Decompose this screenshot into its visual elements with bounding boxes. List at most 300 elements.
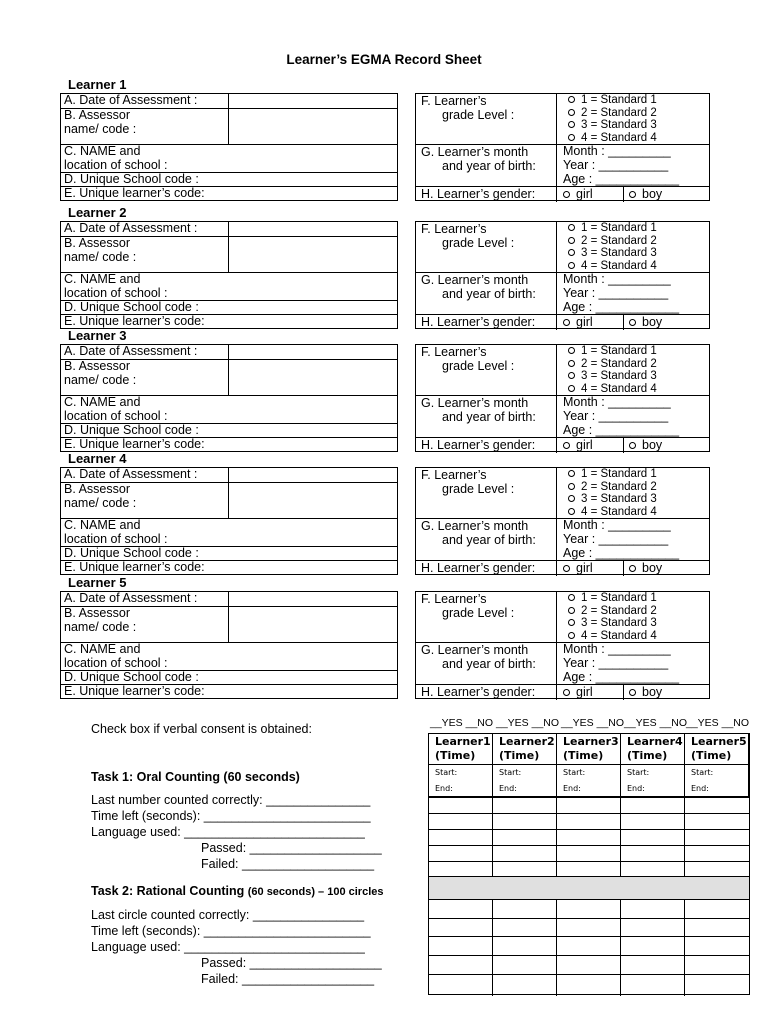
assessor-field[interactable] bbox=[229, 607, 397, 642]
grid-start-end-cell[interactable] bbox=[493, 764, 557, 797]
school-location-label: location of school : bbox=[64, 408, 168, 423]
grid-col-line bbox=[684, 797, 685, 876]
radio-icon bbox=[563, 191, 570, 198]
grid-row-line bbox=[429, 974, 749, 975]
grade-level-label: F. Learner’s bbox=[421, 222, 487, 236]
gender-label: H. Learner’s gender: bbox=[421, 187, 536, 201]
date-of-assessment-label: A. Date of Assessment : bbox=[64, 344, 198, 358]
gender-row bbox=[416, 187, 709, 202]
birth-year-field[interactable]: Year : __________ bbox=[563, 157, 669, 172]
grid-header-time: (Time) bbox=[627, 748, 668, 762]
grid-start-end-cell[interactable] bbox=[685, 764, 749, 797]
grid-end-label: End: bbox=[691, 784, 709, 793]
age-field[interactable]: Age : ____________ bbox=[563, 422, 680, 437]
radio-icon bbox=[568, 632, 575, 639]
task2-language-field[interactable]: Language used: __________________________ bbox=[91, 940, 365, 954]
grid-header-time: (Time) bbox=[563, 748, 604, 762]
assessor-label: B. Assessor bbox=[64, 359, 130, 373]
consent-checkbox-learner3[interactable]: __YES __NO bbox=[561, 717, 625, 729]
task1-failed-field[interactable]: Failed: ___________________ bbox=[201, 857, 375, 871]
grade-option-3[interactable] bbox=[568, 247, 657, 259]
birth-label: G. Learner’s month bbox=[421, 643, 529, 657]
radio-icon bbox=[568, 360, 575, 367]
grade-level-row bbox=[416, 468, 709, 519]
date-of-assessment-field[interactable] bbox=[229, 94, 397, 108]
grade-level-row bbox=[416, 94, 709, 145]
learner-title: Learner 3 bbox=[68, 328, 127, 343]
gender-girl-label: girl bbox=[576, 561, 593, 575]
gender-boy-label: boy bbox=[642, 187, 663, 201]
radio-icon bbox=[629, 565, 636, 572]
school-name-label: C. NAME and bbox=[64, 144, 141, 158]
school-code-row bbox=[61, 301, 397, 315]
task2-time-left-field[interactable]: Time left (seconds): ________________________ bbox=[91, 924, 371, 938]
birth-month-field[interactable]: Month : _________ bbox=[563, 144, 671, 158]
gender-label: H. Learner’s gender: bbox=[421, 561, 536, 575]
school-name-row bbox=[61, 273, 397, 301]
gender-boy-option[interactable] bbox=[629, 315, 662, 330]
radio-icon bbox=[629, 319, 636, 326]
radio-icon bbox=[563, 565, 570, 572]
radio-icon bbox=[568, 619, 575, 626]
task1-heading: Task 1: Oral Counting (60 seconds) bbox=[91, 770, 300, 784]
school-code-label: D. Unique School code : bbox=[64, 423, 199, 437]
grid-col-line bbox=[620, 797, 621, 876]
gender-boy-option[interactable] bbox=[629, 187, 662, 202]
grid-header-learner1 bbox=[429, 734, 493, 764]
grade-option-3[interactable] bbox=[568, 617, 657, 629]
school-name-row bbox=[61, 145, 397, 173]
grid-end-label: End: bbox=[435, 784, 453, 793]
assessor-label-2: name/ code : bbox=[64, 495, 137, 510]
birth-label-2: and year of birth: bbox=[442, 409, 536, 424]
grade-option-2[interactable] bbox=[568, 107, 657, 119]
date-of-assessment-row bbox=[61, 592, 397, 607]
date-of-assessment-field[interactable] bbox=[229, 345, 397, 359]
birth-year-field[interactable]: Year : __________ bbox=[563, 285, 669, 300]
radio-icon bbox=[629, 442, 636, 449]
learner-block bbox=[0, 575, 768, 711]
assessor-label-2: name/ code : bbox=[64, 372, 137, 387]
gender-boy-label: boy bbox=[642, 561, 663, 575]
learner-info-table-left bbox=[60, 344, 398, 452]
school-name-row bbox=[61, 519, 397, 547]
date-of-assessment-row bbox=[61, 345, 397, 360]
school-code-row bbox=[61, 173, 397, 187]
school-name-label: C. NAME and bbox=[64, 395, 141, 409]
grade-level-row bbox=[416, 222, 709, 273]
learner-title: Learner 5 bbox=[68, 575, 127, 590]
grade-option-1-label: 1 = Standard 1 bbox=[581, 468, 657, 480]
grid-row-line bbox=[429, 936, 749, 937]
grid-start-label: Start: bbox=[499, 768, 522, 777]
school-code-label: D. Unique School code : bbox=[64, 546, 199, 560]
grid-row-line bbox=[429, 918, 749, 919]
birth-year-field[interactable]: Year : __________ bbox=[563, 531, 669, 546]
learner-code-label: E. Unique learner’s code: bbox=[64, 314, 205, 328]
gender-girl-label: girl bbox=[576, 315, 593, 329]
radio-icon bbox=[568, 96, 575, 103]
grid-start-label: Start: bbox=[435, 768, 458, 777]
grid-col-line bbox=[684, 900, 685, 996]
assessor-label: B. Assessor bbox=[64, 606, 130, 620]
task2-heading bbox=[91, 884, 383, 898]
learner-info-table-left bbox=[60, 93, 398, 201]
school-location-label: location of school : bbox=[64, 655, 168, 670]
grid-row-line bbox=[429, 797, 749, 798]
date-of-assessment-field[interactable] bbox=[229, 222, 397, 236]
grade-option-3[interactable] bbox=[568, 119, 657, 131]
gender-girl-option[interactable] bbox=[563, 561, 593, 576]
radio-icon bbox=[568, 237, 575, 244]
radio-icon bbox=[568, 134, 575, 141]
grade-option-3-label: 3 = Standard 3 bbox=[581, 493, 657, 505]
assessor-label-2: name/ code : bbox=[64, 619, 137, 634]
learner-code-row bbox=[61, 685, 397, 700]
birth-label-2: and year of birth: bbox=[442, 656, 536, 671]
school-code-label: D. Unique School code : bbox=[64, 172, 199, 186]
grid-row-line bbox=[429, 861, 749, 862]
grade-level-row bbox=[416, 592, 709, 643]
grade-level-label: F. Learner’s bbox=[421, 94, 487, 108]
birth-row bbox=[416, 519, 709, 561]
grade-option-4-label: 4 = Standard 4 bbox=[581, 505, 657, 518]
school-code-row bbox=[61, 671, 397, 685]
learner-block bbox=[0, 328, 768, 464]
radio-icon bbox=[568, 594, 575, 601]
grid-header-name: Learner3 bbox=[563, 735, 619, 748]
learner-info-table-right bbox=[415, 467, 710, 575]
grid-end-label: End: bbox=[563, 784, 581, 793]
grade-option-1-label: 1 = Standard 1 bbox=[581, 345, 657, 357]
grid-start-end-cell[interactable] bbox=[557, 764, 621, 797]
assessor-row bbox=[61, 607, 397, 643]
date-of-assessment-row bbox=[61, 468, 397, 483]
assessor-field[interactable] bbox=[229, 483, 397, 518]
school-code-row bbox=[61, 547, 397, 561]
school-name-row bbox=[61, 643, 397, 671]
age-field[interactable]: Age : ____________ bbox=[563, 299, 680, 314]
gender-boy-label: boy bbox=[642, 685, 663, 699]
grade-option-4[interactable] bbox=[568, 260, 657, 272]
grade-option-1[interactable] bbox=[568, 345, 657, 357]
grid-row-line bbox=[429, 845, 749, 846]
consent-checkbox-learner5[interactable]: __YES __NO bbox=[686, 717, 750, 729]
grade-option-1[interactable] bbox=[568, 592, 657, 604]
assessor-field[interactable] bbox=[229, 237, 397, 272]
grade-option-1-label: 1 = Standard 1 bbox=[581, 592, 657, 604]
birth-month-field[interactable]: Month : _________ bbox=[563, 272, 671, 286]
gender-label: H. Learner’s gender: bbox=[421, 315, 536, 329]
grade-option-3-label: 3 = Standard 3 bbox=[581, 370, 657, 382]
school-location-label: location of school : bbox=[64, 285, 168, 300]
date-of-assessment-label: A. Date of Assessment : bbox=[64, 221, 198, 235]
grade-option-4[interactable] bbox=[568, 506, 657, 518]
radio-icon bbox=[568, 385, 575, 392]
grade-option-3[interactable] bbox=[568, 370, 657, 382]
school-name-label: C. NAME and bbox=[64, 272, 141, 286]
page-title: Learner’s EGMA Record Sheet bbox=[286, 52, 482, 67]
gender-row bbox=[416, 685, 709, 700]
birth-month-field[interactable]: Month : _________ bbox=[563, 395, 671, 409]
consent-checkbox-learner2[interactable]: __YES __NO bbox=[496, 717, 560, 729]
gender-label: H. Learner’s gender: bbox=[421, 438, 536, 452]
assessor-field[interactable] bbox=[229, 109, 397, 144]
radio-icon bbox=[568, 249, 575, 256]
grid-header-name: Learner4 bbox=[627, 735, 683, 748]
learner-code-label: E. Unique learner’s code: bbox=[64, 560, 205, 574]
time-grid bbox=[428, 733, 750, 995]
learner-code-row bbox=[61, 187, 397, 202]
grade-option-1-label: 1 = Standard 1 bbox=[581, 222, 657, 234]
radio-icon bbox=[629, 191, 636, 198]
grade-option-3-label: 3 = Standard 3 bbox=[581, 617, 657, 629]
birth-label: G. Learner’s month bbox=[421, 519, 529, 533]
grid-header-learner2 bbox=[493, 734, 557, 764]
grade-level-label-2: grade Level : bbox=[442, 235, 515, 250]
grade-option-2-label: 2 = Standard 2 bbox=[581, 604, 657, 617]
grade-level-label-2: grade Level : bbox=[442, 358, 515, 373]
grid-header-name: Learner1 bbox=[435, 735, 491, 748]
school-location-label: location of school : bbox=[64, 157, 168, 172]
learner-code-label: E. Unique learner’s code: bbox=[64, 186, 205, 200]
grade-option-1[interactable] bbox=[568, 468, 657, 480]
grade-option-4[interactable] bbox=[568, 630, 657, 642]
gender-boy-label: boy bbox=[642, 438, 663, 452]
task1-passed-field[interactable]: Passed: ___________________ bbox=[201, 841, 382, 855]
birth-month-field[interactable]: Month : _________ bbox=[563, 518, 671, 532]
radio-icon bbox=[568, 347, 575, 354]
school-name-label: C. NAME and bbox=[64, 518, 141, 532]
assessor-row bbox=[61, 483, 397, 519]
learner-info-table-left bbox=[60, 467, 398, 575]
grade-option-1-label: 1 = Standard 1 bbox=[581, 94, 657, 106]
grade-option-2[interactable] bbox=[568, 481, 657, 493]
consent-checkbox-learner1[interactable]: __YES __NO bbox=[430, 717, 494, 729]
grid-header-name: Learner2 bbox=[499, 735, 555, 748]
birth-month-field[interactable]: Month : _________ bbox=[563, 642, 671, 656]
grid-start-end-cell[interactable] bbox=[429, 764, 493, 797]
age-field[interactable]: Age : ____________ bbox=[563, 171, 680, 186]
grade-option-3-label: 3 = Standard 3 bbox=[581, 247, 657, 259]
grade-option-2-label: 2 = Standard 2 bbox=[581, 234, 657, 247]
grid-start-end-cell[interactable] bbox=[621, 764, 685, 797]
radio-icon bbox=[568, 224, 575, 231]
learner-title: Learner 2 bbox=[68, 205, 127, 220]
grid-col-line bbox=[556, 900, 557, 996]
assessor-label-2: name/ code : bbox=[64, 249, 137, 264]
date-of-assessment-row bbox=[61, 222, 397, 237]
birth-year-field[interactable]: Year : __________ bbox=[563, 408, 669, 423]
radio-icon bbox=[568, 508, 575, 515]
birth-label: G. Learner’s month bbox=[421, 145, 529, 159]
gender-boy-option[interactable] bbox=[629, 685, 662, 700]
birth-label-2: and year of birth: bbox=[442, 286, 536, 301]
learner-block bbox=[0, 451, 768, 587]
grid-header-name: Learner5 bbox=[691, 735, 747, 748]
grid-header-time: (Time) bbox=[691, 748, 732, 762]
birth-label: G. Learner’s month bbox=[421, 273, 529, 287]
grid-end-label: End: bbox=[499, 784, 517, 793]
gender-girl-option[interactable] bbox=[563, 685, 593, 700]
assessor-row bbox=[61, 109, 397, 145]
grade-level-label: F. Learner’s bbox=[421, 345, 487, 359]
radio-icon bbox=[568, 495, 575, 502]
consent-instruction: Check box if verbal consent is obtained: bbox=[91, 722, 312, 736]
assessor-label-2: name/ code : bbox=[64, 121, 137, 136]
learner-info-table-left bbox=[60, 221, 398, 329]
grid-start-label: Start: bbox=[563, 768, 586, 777]
grid-start-label: Start: bbox=[627, 768, 650, 777]
gender-girl-label: girl bbox=[576, 438, 593, 452]
grid-col-line bbox=[492, 797, 493, 876]
assessor-field[interactable] bbox=[229, 360, 397, 395]
grade-option-2-label: 2 = Standard 2 bbox=[581, 480, 657, 493]
task2-passed-field[interactable]: Passed: ___________________ bbox=[201, 956, 382, 970]
learner-block bbox=[0, 205, 768, 341]
gender-girl-label: girl bbox=[576, 685, 593, 699]
radio-icon bbox=[563, 442, 570, 449]
grade-option-2-label: 2 = Standard 2 bbox=[581, 106, 657, 119]
assessor-label: B. Assessor bbox=[64, 236, 130, 250]
grade-option-2[interactable] bbox=[568, 358, 657, 370]
learner-block bbox=[0, 77, 768, 213]
grade-option-2[interactable] bbox=[568, 235, 657, 247]
radio-icon bbox=[568, 607, 575, 614]
grid-start-label: Start: bbox=[691, 768, 714, 777]
grade-option-2-label: 2 = Standard 2 bbox=[581, 357, 657, 370]
grade-option-4-label: 4 = Standard 4 bbox=[581, 131, 657, 144]
grid-header-time: (Time) bbox=[435, 748, 476, 762]
grid-row-line bbox=[429, 813, 749, 814]
age-field[interactable]: Age : ____________ bbox=[563, 669, 680, 684]
grid-row-line bbox=[429, 829, 749, 830]
gender-row bbox=[416, 315, 709, 330]
grade-option-1[interactable] bbox=[568, 222, 657, 234]
radio-icon bbox=[563, 319, 570, 326]
radio-icon bbox=[563, 689, 570, 696]
grid-row-line bbox=[429, 955, 749, 956]
grade-level-row bbox=[416, 345, 709, 396]
consent-checkbox-learner4[interactable]: __YES __NO bbox=[624, 717, 688, 729]
radio-icon bbox=[568, 372, 575, 379]
grade-level-label: F. Learner’s bbox=[421, 468, 487, 482]
grade-option-4[interactable] bbox=[568, 383, 657, 395]
assessor-label: B. Assessor bbox=[64, 482, 130, 496]
grid-end-label: End: bbox=[627, 784, 645, 793]
birth-year-field[interactable]: Year : __________ bbox=[563, 655, 669, 670]
learner-code-label: E. Unique learner’s code: bbox=[64, 437, 205, 451]
grid-col-line bbox=[620, 900, 621, 996]
gender-boy-option[interactable] bbox=[629, 438, 662, 453]
date-of-assessment-label: A. Date of Assessment : bbox=[64, 591, 198, 605]
grade-level-label-2: grade Level : bbox=[442, 481, 515, 496]
gender-girl-option[interactable] bbox=[563, 187, 593, 202]
school-location-label: location of school : bbox=[64, 531, 168, 546]
learner-code-label: E. Unique learner’s code: bbox=[64, 684, 205, 698]
task2-failed-field[interactable]: Failed: ___________________ bbox=[201, 972, 375, 986]
radio-icon bbox=[568, 483, 575, 490]
birth-row bbox=[416, 145, 709, 187]
grade-option-2[interactable] bbox=[568, 605, 657, 617]
radio-icon bbox=[629, 689, 636, 696]
learner-info-table-right bbox=[415, 93, 710, 201]
grade-level-label: F. Learner’s bbox=[421, 592, 487, 606]
grade-option-4-label: 4 = Standard 4 bbox=[581, 629, 657, 642]
radio-icon bbox=[568, 470, 575, 477]
learner-info-table-left bbox=[60, 591, 398, 699]
grid-col-line bbox=[492, 900, 493, 996]
gender-row bbox=[416, 438, 709, 453]
task1-language-field[interactable]: Language used: __________________________ bbox=[91, 825, 365, 839]
gender-girl-option[interactable] bbox=[563, 315, 593, 330]
grid-header-time: (Time) bbox=[499, 748, 540, 762]
date-of-assessment-label: A. Date of Assessment : bbox=[64, 467, 198, 481]
grid-col-line bbox=[556, 797, 557, 876]
gender-girl-label: girl bbox=[576, 187, 593, 201]
gender-row bbox=[416, 561, 709, 576]
grade-option-4[interactable] bbox=[568, 132, 657, 144]
date-of-assessment-field[interactable] bbox=[229, 468, 397, 482]
grid-section-divider bbox=[429, 876, 749, 900]
gender-boy-option[interactable] bbox=[629, 561, 662, 576]
grid-header-learner4 bbox=[621, 734, 685, 764]
task1-time-left-field[interactable]: Time left (seconds): ________________________ bbox=[91, 809, 371, 823]
task2-last-circle-field[interactable]: Last circle counted correctly: ________________ bbox=[91, 908, 365, 922]
learner-info-table-right bbox=[415, 344, 710, 452]
learner-code-row bbox=[61, 561, 397, 576]
school-code-label: D. Unique School code : bbox=[64, 300, 199, 314]
assessor-row bbox=[61, 237, 397, 273]
grid-header-learner5 bbox=[685, 734, 749, 764]
birth-row bbox=[416, 396, 709, 438]
gender-boy-label: boy bbox=[642, 315, 663, 329]
school-name-label: C. NAME and bbox=[64, 642, 141, 656]
gender-girl-option[interactable] bbox=[563, 438, 593, 453]
school-name-row bbox=[61, 396, 397, 424]
radio-icon bbox=[568, 121, 575, 128]
task2-heading-main: Task 2: Rational Counting bbox=[91, 884, 248, 898]
task2-heading-detail: (60 seconds) – 100 circles bbox=[247, 886, 384, 898]
date-of-assessment-field[interactable] bbox=[229, 592, 397, 606]
grade-option-3[interactable] bbox=[568, 493, 657, 505]
learner-info-table-right bbox=[415, 591, 710, 699]
birth-row bbox=[416, 273, 709, 315]
grade-option-4-label: 4 = Standard 4 bbox=[581, 259, 657, 272]
grade-option-4-label: 4 = Standard 4 bbox=[581, 382, 657, 395]
birth-row bbox=[416, 643, 709, 685]
school-code-label: D. Unique School code : bbox=[64, 670, 199, 684]
birth-label-2: and year of birth: bbox=[442, 532, 536, 547]
radio-icon bbox=[568, 262, 575, 269]
grade-option-3-label: 3 = Standard 3 bbox=[581, 119, 657, 131]
birth-label-2: and year of birth: bbox=[442, 158, 536, 173]
date-of-assessment-row bbox=[61, 94, 397, 109]
task1-last-number-field[interactable]: Last number counted correctly: _______________ bbox=[91, 793, 371, 807]
learner-info-table-right bbox=[415, 221, 710, 329]
birth-label: G. Learner’s month bbox=[421, 396, 529, 410]
grade-option-1[interactable] bbox=[568, 94, 657, 106]
learner-title: Learner 4 bbox=[68, 451, 127, 466]
grid-header-learner3 bbox=[557, 734, 621, 764]
assessor-row bbox=[61, 360, 397, 396]
age-field[interactable]: Age : ____________ bbox=[563, 545, 680, 560]
learner-title: Learner 1 bbox=[68, 77, 127, 92]
gender-label: H. Learner’s gender: bbox=[421, 685, 536, 699]
grade-level-label-2: grade Level : bbox=[442, 605, 515, 620]
radio-icon bbox=[568, 109, 575, 116]
school-code-row bbox=[61, 424, 397, 438]
